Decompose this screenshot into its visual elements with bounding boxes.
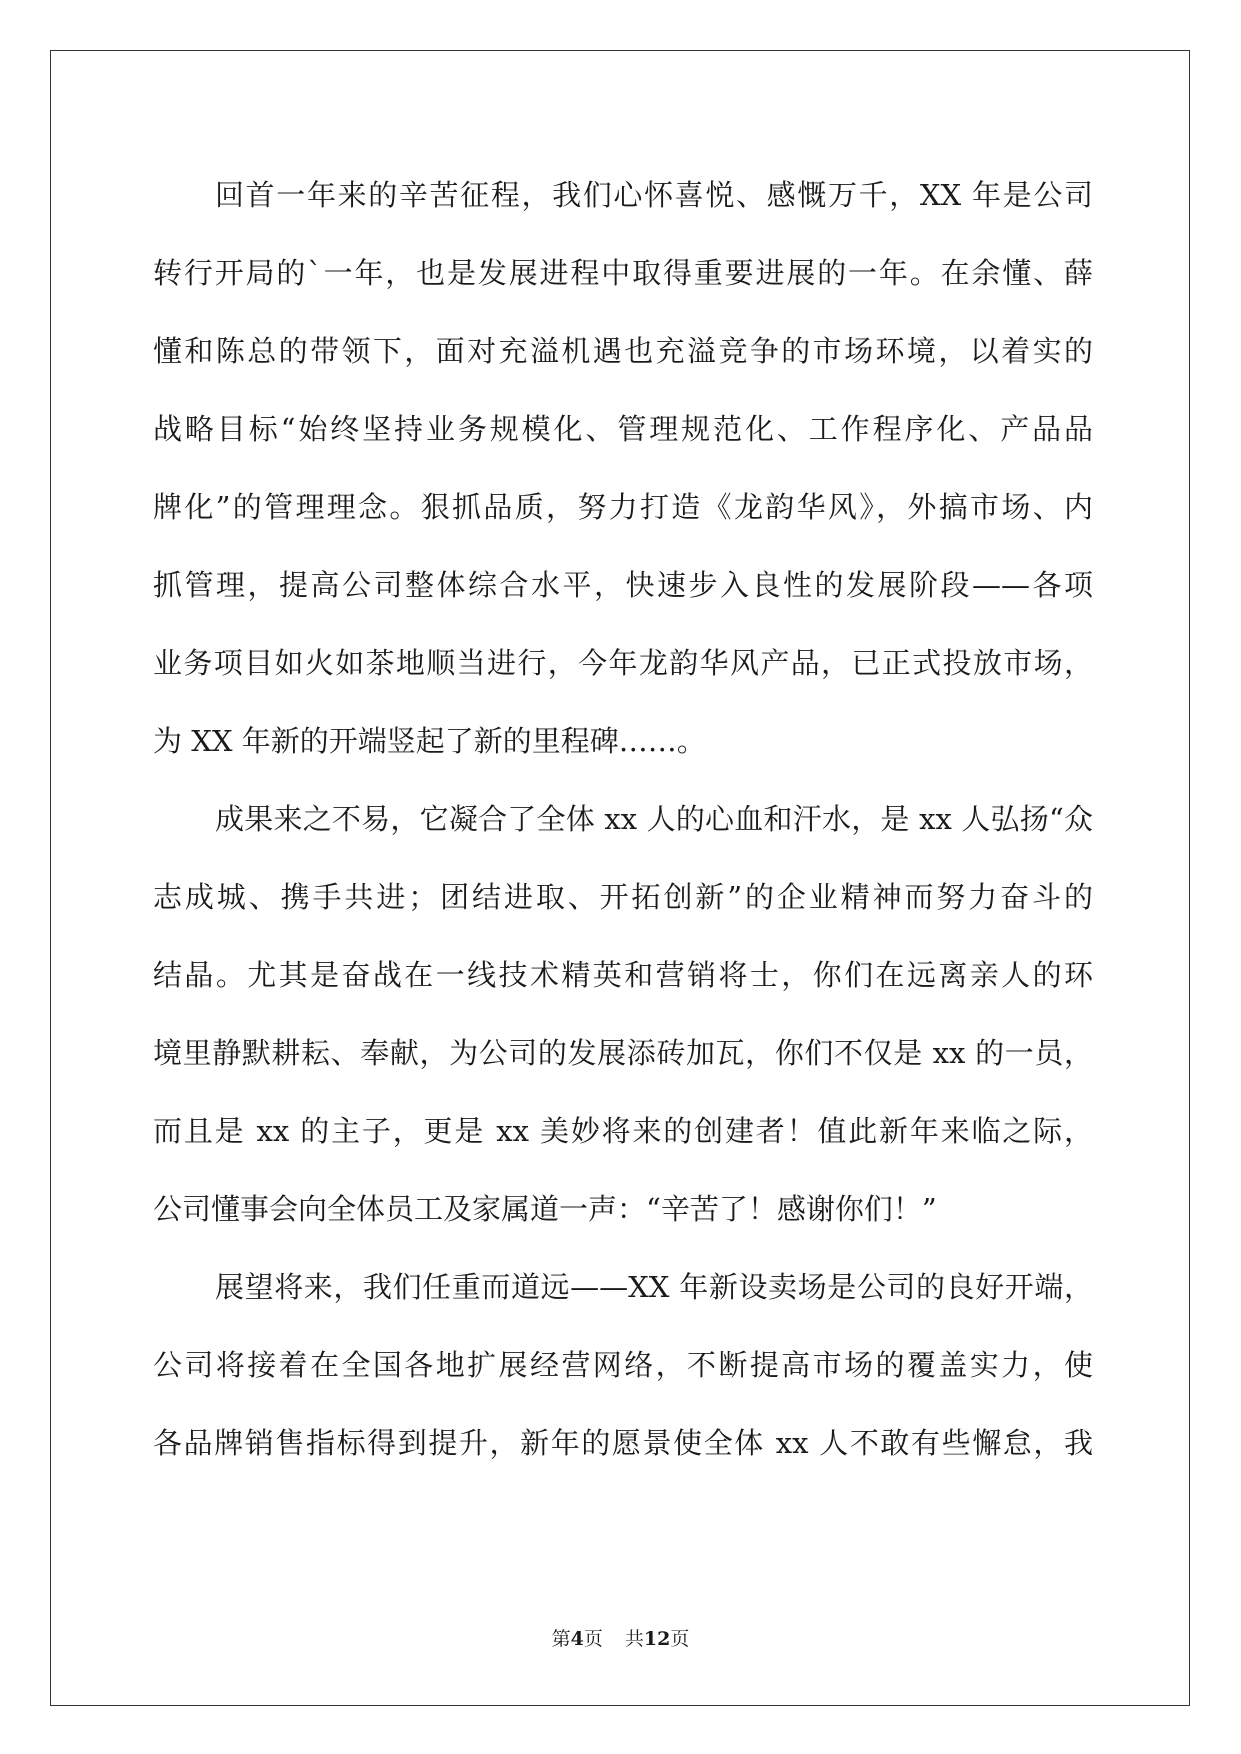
paragraph-2-line-4: 境里静默耕耘、奉献，为公司的发展添砖加瓦，你们不仅是 xx 的一员， [153,1036,1093,1070]
paragraph-2-line-6: 公司懂事会向全体员工及家属道一声：“辛苦了！感谢你们！” [153,1192,937,1226]
paragraph-3-line-2: 公司将接着在全国各地扩展经营网络，不断提高市场的覆盖实力，使 [153,1348,1093,1382]
paragraph-1-line-4: 战略目标“始终坚持业务规模化、管理规范化、工作程序化、产品品 [153,412,1093,446]
footer-total-prefix: 共 [624,1628,644,1650]
footer-page-prefix: 第 [551,1628,571,1650]
paragraph-2-line-5: 而且是 xx 的主子，更是 xx 美妙将来的创建者！值此新年来临之际， [153,1114,1093,1148]
paragraph-2-line-2: 志成城、携手共进；团结进取、开拓创新”的企业精神而努力奋斗的 [153,880,1093,914]
paragraph-1-line-1: 回首一年来的辛苦征程，我们心怀喜悦、感慨万千，XX 年是公司 [215,178,1093,212]
paragraph-2-line-1: 成果来之不易，它凝合了全体 xx 人的心血和汗水，是 xx 人弘扬“众 [215,802,1093,836]
footer-page-current: 4 [570,1628,584,1650]
paragraph-1-line-6: 抓管理，提高公司整体综合水平，快速步入良性的发展阶段——各项 [153,568,1093,602]
paragraph-3-line-1: 展望将来，我们任重而道远——XX 年新设卖场是公司的良好开端， [215,1270,1093,1304]
page-footer [0,1624,1241,1651]
document-body [153,156,1093,1482]
paragraph-1-line-5: 牌化”的管理理念。狠抓品质，努力打造《龙韵华风》，外搞市场、内 [153,490,1093,524]
paragraph-3-line-3: 各品牌销售指标得到提升，新年的愿景使全体 xx 人不敢有些懈怠，我 [153,1426,1093,1460]
footer-total-suffix: 页 [670,1628,690,1650]
paragraph-1-line-2: 转行开局的`一年，也是发展进程中取得重要进展的一年。在余懂、薛 [153,256,1093,290]
paragraph-1-line-3: 懂和陈总的带领下，面对充溢机遇也充溢竞争的市场环境，以着实的 [153,334,1093,368]
paragraph-2-line-3: 结晶。尤其是奋战在一线技术精英和营销将士，你们在远离亲人的环 [153,958,1093,992]
paragraph-1-line-7: 业务项目如火如茶地顺当进行，今年龙韵华风产品，已正式投放市场， [153,646,1093,680]
footer-page-total: 12 [643,1628,671,1650]
footer-page-mid: 页 [583,1628,603,1650]
paragraph-1-line-8: 为 XX 年新的开端竖起了新的里程碑……。 [153,724,706,758]
